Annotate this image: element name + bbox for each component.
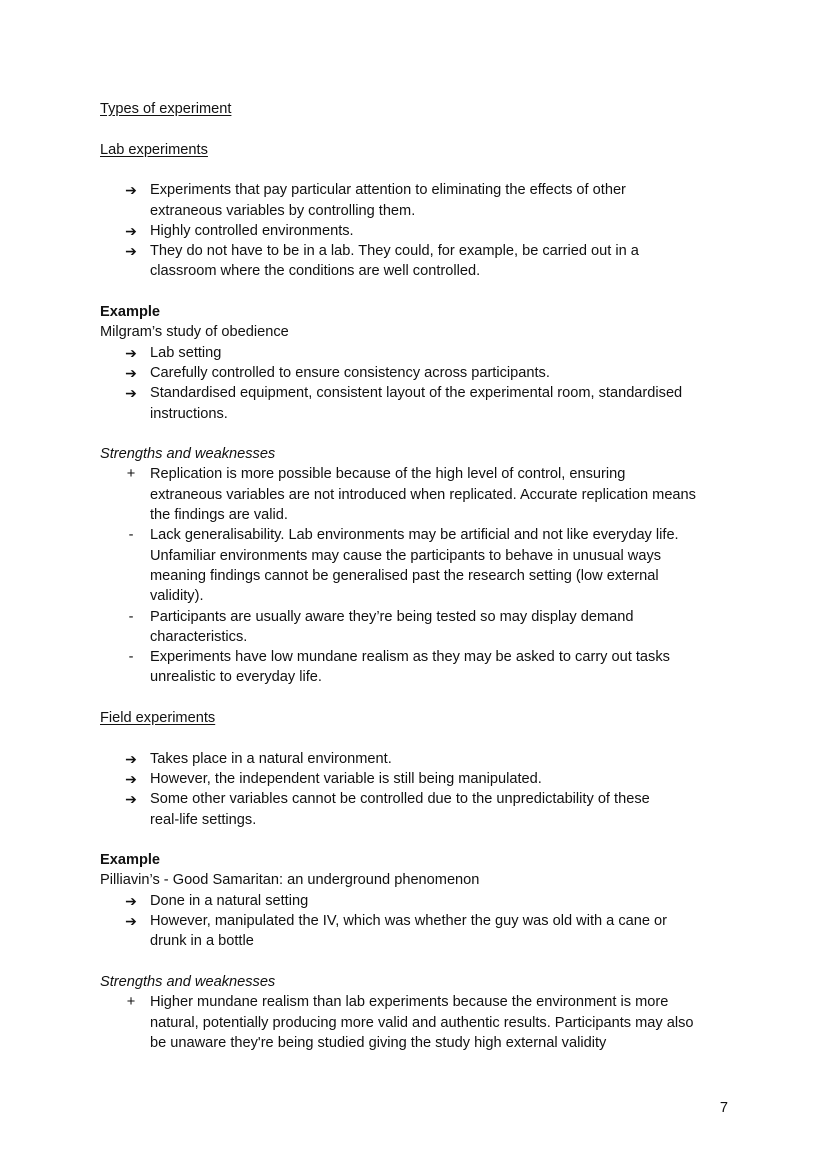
arrow-bullet-icon: ➔	[125, 791, 137, 808]
minus-marker: -	[128, 649, 134, 666]
point-text: Replication is more possible because of the high level of control, ensuring	[150, 466, 626, 483]
example-label: Example	[100, 304, 161, 320]
bullet-text: They do not have to be in a lab. They could, for example, be carried out in a	[150, 243, 639, 260]
arrow-bullet-icon: ➔	[125, 750, 137, 767]
bullet-text: classroom where the conditions are well controlled.	[150, 263, 481, 280]
bullet-text: real-life settings.	[150, 811, 257, 828]
point-text: unrealistic to everyday life.	[150, 669, 322, 686]
point-text: Higher mundane realism than lab experiments because the environment is more	[150, 994, 669, 1011]
plus-marker: +	[126, 466, 136, 483]
example-label: Example	[100, 852, 161, 869]
arrow-bullet-icon: ➔	[125, 892, 137, 909]
arrow-bullet-icon: ➔	[125, 385, 137, 402]
minus-marker: -	[128, 527, 134, 544]
plus-marker: +	[126, 994, 136, 1011]
point-text: natural, potentially producing more valid and authentic results. Participants may also	[150, 1014, 694, 1031]
strengths-weaknesses-label: Strengths and weaknesses	[100, 446, 276, 463]
bullet-text: Carefully controlled to ensure consistency across participants.	[150, 364, 550, 381]
arrow-bullet-icon: ➔	[125, 243, 137, 260]
point-text: Unfamiliar environments may cause the participants to behave in unusual ways	[150, 547, 662, 564]
point-text: be unaware they're being studied giving the study high external validity	[150, 1034, 607, 1051]
bullet-text: instructions.	[150, 405, 228, 422]
section-heading-lab: Lab experiments	[100, 141, 208, 158]
page-title: Types of experiment	[100, 101, 232, 117]
example-title: Pilliavin’s - Good Samaritan: an underground phenomenon	[100, 872, 480, 889]
bullet-text: Takes place in a natural environment.	[150, 750, 392, 767]
point-text: characteristics.	[150, 628, 248, 645]
section-heading-field: Field experiments	[100, 710, 216, 726]
point-text: validity).	[150, 588, 204, 605]
arrow-bullet-icon: ➔	[125, 913, 137, 929]
bullet-text: Experiments that pay particular attention to eliminating the effects of other	[150, 182, 626, 199]
arrow-bullet-icon: ➔	[125, 344, 137, 361]
page-number: 7	[719, 1100, 728, 1116]
point-text: Lack generalisability. Lab environments may be artificial and not like everyday life.	[150, 527, 679, 544]
bullet-text: However, manipulated the IV, which was whether the guy was old with a cane or	[150, 913, 668, 929]
bullet-text: Standardised equipment, consistent layout of the experimental room, standardised	[150, 385, 683, 402]
bullet-text: Some other variables cannot be controlled due to the unpredictability of these	[150, 791, 650, 808]
arrow-bullet-icon: ➔	[125, 364, 137, 381]
point-text: Participants are usually aware they’re being tested so may display demand	[150, 608, 634, 625]
bullet-text: Done in a natural setting	[150, 892, 309, 909]
arrow-bullet-icon: ➔	[125, 222, 137, 239]
point-text: meaning findings cannot be generalised past the research setting (low external	[150, 567, 659, 584]
point-text: the findings are valid.	[150, 507, 288, 523]
arrow-bullet-icon: ➔	[125, 182, 137, 199]
arrow-bullet-icon: ➔	[125, 770, 137, 787]
point-text: extraneous variables are not introduced when replicated. Accurate replication means	[150, 486, 696, 503]
bullet-text: Highly controlled environments.	[150, 222, 354, 239]
bullet-text: extraneous variables by controlling them.	[150, 202, 416, 219]
minus-marker: -	[128, 608, 134, 625]
point-text: Experiments have low mundane realism as they may be asked to carry out tasks	[150, 649, 670, 666]
bullet-text: However, the independent variable is still being manipulated.	[150, 770, 542, 787]
bullet-text: drunk in a bottle	[150, 933, 254, 950]
bullet-text: Lab setting	[150, 344, 222, 361]
strengths-weaknesses-label: Strengths and weaknesses	[100, 973, 276, 990]
example-title: Milgram’s study of obedience	[100, 324, 289, 341]
